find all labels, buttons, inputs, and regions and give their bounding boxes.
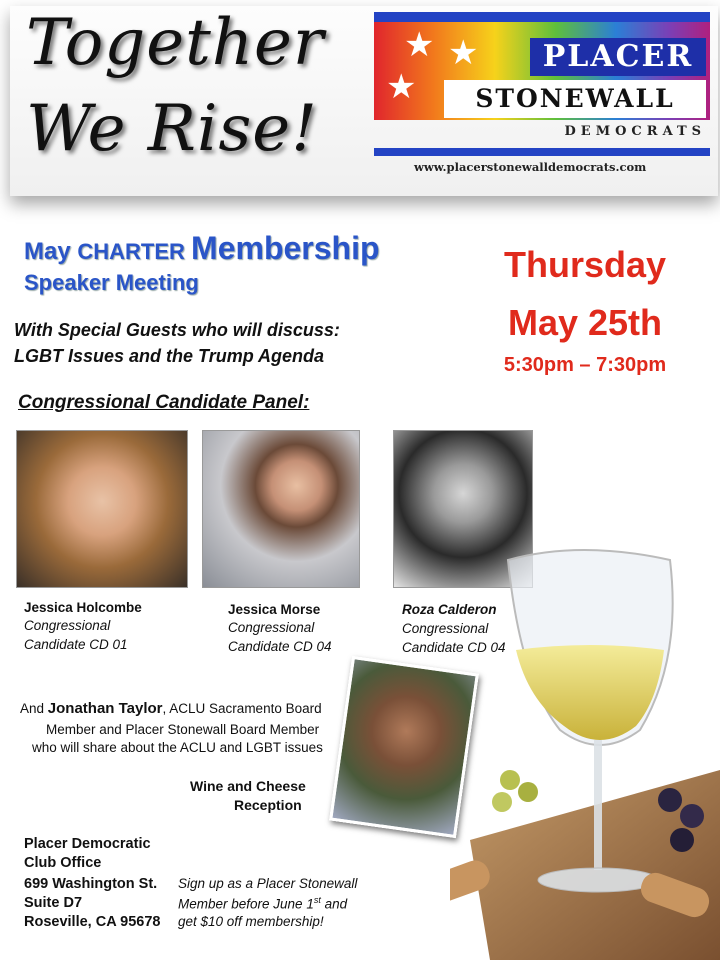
star-icon: ★ [386,68,417,106]
wine-glass-stem [594,740,602,870]
signup-and: and [320,896,348,912]
guest-photo-taylor [329,656,479,838]
candidate-role: Congressional [402,621,489,636]
grape [670,828,694,852]
candidate-district: Candidate CD 01 [24,637,128,652]
logo-placer: PLACER [530,38,706,76]
address-line-3: 699 Washington St. [24,876,158,892]
guest-intro-line-2: Member and Placer Stonewall Board Member [46,722,320,737]
guests-line-1: With Special Guests who will discuss: [14,320,340,340]
candidate-name: Roza Calderon [402,602,497,617]
guest-intro-line-3: who will share about the ACLU and LGBT issues [32,740,323,755]
grape [492,792,512,812]
guest-prefix: And [20,701,48,716]
guest-intro-line-1 [20,700,322,717]
meeting-title-line-1 [24,230,380,267]
signup-line-2 [178,895,347,912]
candidate-role: Congressional [228,620,315,635]
candidate-name: Jessica Holcombe [24,600,142,615]
website-url: www.placerstonewalldemocrats.com [414,160,647,174]
slogan-line-1: Together [26,6,325,80]
guest-title: , ACLU Sacramento Board [162,701,322,716]
event-time: 5:30pm – 7:30pm [503,354,667,376]
candidate-photo-morse [202,430,360,588]
slogan-line-2: We Rise! [26,92,318,166]
wine-glass-base [538,868,658,892]
title-charter: CHARTER [77,239,192,264]
reception-line-2: Reception [234,797,302,813]
address-line-2: Club Office [24,855,102,871]
star-icon: ★ [404,26,435,64]
address-line-4: Suite D7 [24,895,83,911]
candidate-photo-holcombe [16,430,188,588]
guests-line-2: LGBT Issues and the Trump Agenda [14,346,325,366]
grape [518,782,538,802]
signup-date: Member before June 1 [178,896,314,912]
guest-name: Jonathan Taylor [47,700,163,717]
reception-line-1: Wine and Cheese [190,778,306,794]
grape [658,788,682,812]
event-day: Thursday [503,244,667,285]
address-line-1: Placer Democratic [24,836,151,852]
logo-bottom-bar [374,148,710,156]
panel-heading: Congressional Candidate Panel: [18,392,310,413]
signup-line-3: get $10 off membership! [178,914,324,929]
logo-democrats: DEMOCRATS [564,124,706,139]
title-may: May [24,238,78,265]
candidate-district: Candidate CD 04 [228,639,332,654]
address-line-5: Roseville, CA 95678 [24,914,161,930]
candidate-role: Congressional [24,618,111,633]
grape [680,804,704,828]
candidate-name: Jessica Morse [228,602,321,617]
title-membership: Membership [191,230,380,266]
signup-line-1: Sign up as a Placer Stonewall [178,876,358,891]
title-speaker: Speaker [24,270,116,295]
signup-date-suffix: st [313,895,321,905]
placer-stonewall-logo [374,12,710,174]
title-meeting: Meeting [115,270,199,295]
meeting-title-line-2 [24,270,199,296]
logo-top-bar [374,12,710,22]
grape [500,770,520,790]
candidate-district: Candidate CD 04 [402,640,506,655]
event-date: May 25th [507,302,663,343]
star-icon: ★ [448,34,479,72]
logo-stonewall: STONEWALL [444,80,706,118]
